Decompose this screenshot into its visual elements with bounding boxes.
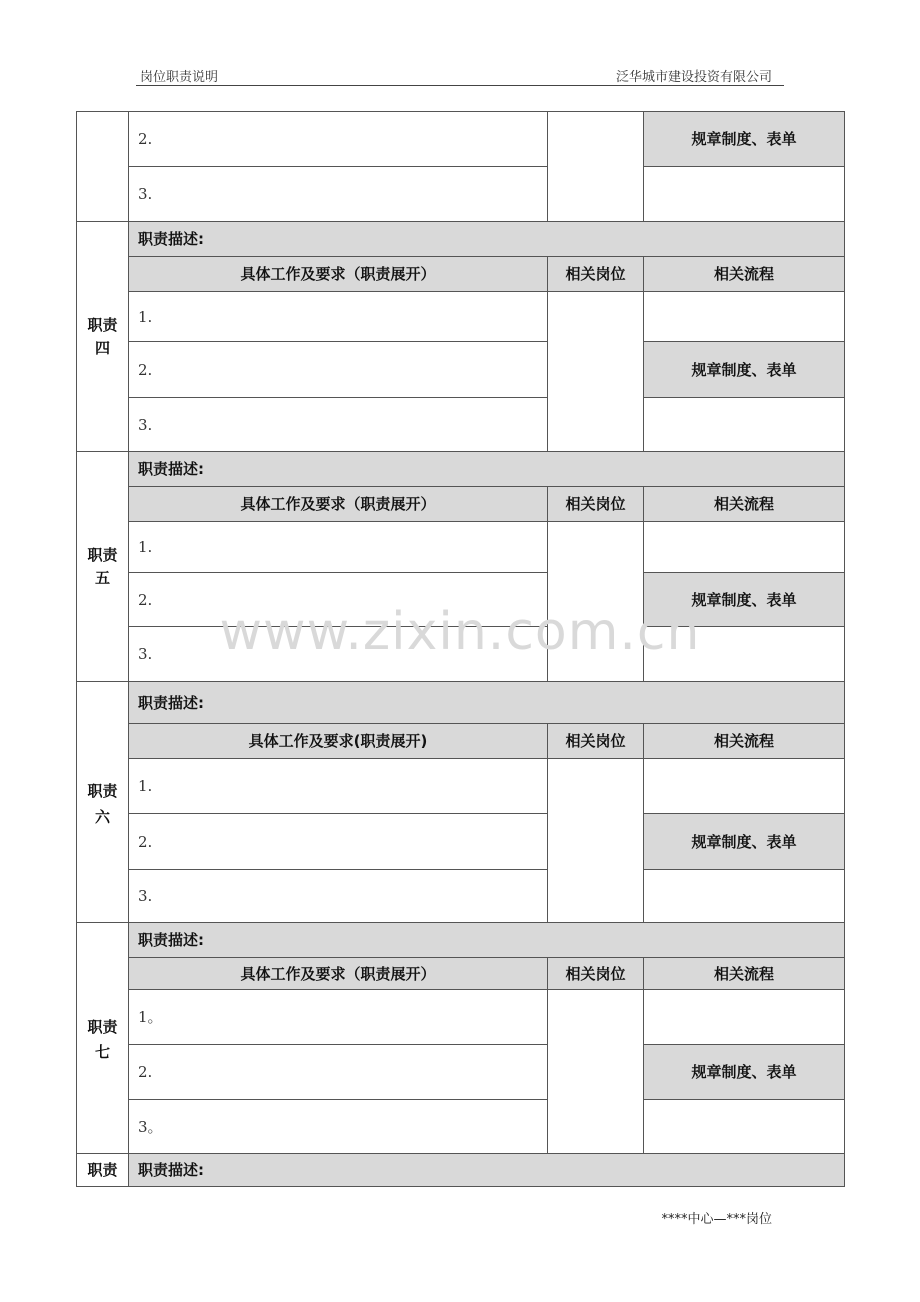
col-header-process: 相关流程 — [644, 724, 845, 759]
duty-label-cell — [77, 452, 129, 682]
related-post-cell[interactable] — [548, 522, 644, 682]
process-rules-cell: 规章制度、表单 — [644, 112, 845, 167]
work-item-cell[interactable]: 1. — [129, 759, 548, 814]
work-item-cell[interactable]: 1. — [129, 292, 548, 342]
process-rules-cell: 规章制度、表单 — [644, 1045, 845, 1100]
duty-label-line1: 职责 — [87, 1017, 118, 1036]
duty-label-line2: 四 — [94, 338, 110, 357]
process-cell[interactable] — [644, 759, 845, 814]
work-item-cell[interactable]: 2. — [129, 573, 548, 627]
process-cell[interactable] — [644, 990, 845, 1045]
col-header-post: 相关岗位 — [548, 487, 644, 522]
related-post-cell[interactable] — [548, 112, 644, 222]
related-post-cell[interactable] — [548, 759, 644, 923]
duty-label-line1: 职责 — [87, 781, 118, 800]
duty-table — [76, 111, 845, 1187]
table-row — [77, 870, 845, 923]
table-row — [77, 724, 845, 759]
table-row — [77, 398, 845, 452]
related-post-cell[interactable] — [548, 292, 644, 452]
col-header-post: 相关岗位 — [548, 257, 644, 292]
process-cell[interactable] — [644, 292, 845, 342]
work-item-cell[interactable]: 1. — [129, 522, 548, 573]
table-row — [77, 112, 845, 167]
process-cell[interactable] — [644, 627, 845, 682]
table-row — [77, 759, 845, 814]
process-cell[interactable] — [644, 522, 845, 573]
table-row — [77, 292, 845, 342]
table-row — [77, 342, 845, 398]
header-divider — [136, 85, 784, 86]
duty-label-cell: 职责 — [77, 1154, 129, 1187]
table-row — [77, 522, 845, 573]
duty-description-cell[interactable]: 职责描述: — [129, 452, 845, 487]
duty-description-cell[interactable]: 职责描述: — [129, 222, 845, 257]
table-row — [77, 1045, 845, 1100]
process-cell[interactable] — [644, 167, 845, 222]
table-row — [77, 487, 845, 522]
watermark: www.zixin.com.cn — [219, 602, 701, 662]
work-item-cell[interactable]: 3。 — [129, 1100, 548, 1154]
table-row — [77, 167, 845, 222]
work-item-cell[interactable]: 3. — [129, 627, 548, 682]
process-cell[interactable] — [644, 1100, 845, 1154]
col-header-work: 具体工作及要求(职责展开) — [129, 724, 548, 759]
work-item-cell[interactable]: 3. — [129, 870, 548, 923]
process-rules-cell: 规章制度、表单 — [644, 573, 845, 627]
duty-label-line2: 六 — [94, 807, 110, 826]
work-item-cell[interactable]: 2. — [129, 814, 548, 870]
table-row — [77, 257, 845, 292]
duty-label-cell — [77, 682, 129, 923]
table-row — [77, 573, 845, 627]
process-rules-cell: 规章制度、表单 — [644, 342, 845, 398]
duty-label-cell — [77, 923, 129, 1154]
process-cell[interactable] — [644, 398, 845, 452]
col-header-post: 相关岗位 — [548, 958, 644, 990]
table-row — [77, 990, 845, 1045]
duty-description-cell[interactable]: 职责描述: — [129, 1154, 845, 1187]
duty-description-cell[interactable]: 职责描述: — [129, 682, 845, 724]
process-cell[interactable] — [644, 870, 845, 923]
col-header-process: 相关流程 — [644, 958, 845, 990]
table-row — [77, 814, 845, 870]
work-item-cell[interactable]: 1。 — [129, 990, 548, 1045]
work-item-cell[interactable]: 3. — [129, 167, 548, 222]
col-header-process: 相关流程 — [644, 487, 845, 522]
duty-label-line2: 五 — [94, 568, 110, 587]
table-row — [77, 682, 845, 724]
table-row — [77, 627, 845, 682]
header-doc-title: 岗位职责说明 — [140, 70, 219, 85]
col-header-process: 相关流程 — [644, 257, 845, 292]
duty-description-cell[interactable]: 职责描述: — [129, 923, 845, 958]
related-post-cell[interactable] — [548, 990, 644, 1154]
duty-label-line2: 七 — [94, 1043, 110, 1061]
table-row — [77, 452, 845, 487]
col-header-post: 相关岗位 — [548, 724, 644, 759]
col-header-work: 具体工作及要求（职责展开） — [129, 487, 548, 522]
table-row — [77, 923, 845, 958]
duty-label-line1: 职责 — [87, 546, 118, 564]
table-row — [77, 1100, 845, 1154]
work-item-cell[interactable]: 2. — [129, 112, 548, 167]
table-row — [77, 222, 845, 257]
col-header-work: 具体工作及要求（职责展开） — [129, 958, 548, 990]
work-item-cell[interactable]: 2. — [129, 342, 548, 398]
duty-label-cell — [77, 112, 129, 222]
process-rules-cell: 规章制度、表单 — [644, 814, 845, 870]
duty-label-line1: 职责 — [87, 316, 118, 334]
work-item-cell[interactable]: 3. — [129, 398, 548, 452]
duty-label-cell — [77, 222, 129, 452]
table-row — [77, 1154, 845, 1187]
table-row — [77, 958, 845, 990]
col-header-work: 具体工作及要求（职责展开） — [129, 257, 548, 292]
header-company-name: 泛华城市建设投资有限公司 — [615, 70, 772, 85]
work-item-cell[interactable]: 2. — [129, 1045, 548, 1100]
footer-position-label: ****中心—***岗位 — [661, 1212, 772, 1227]
